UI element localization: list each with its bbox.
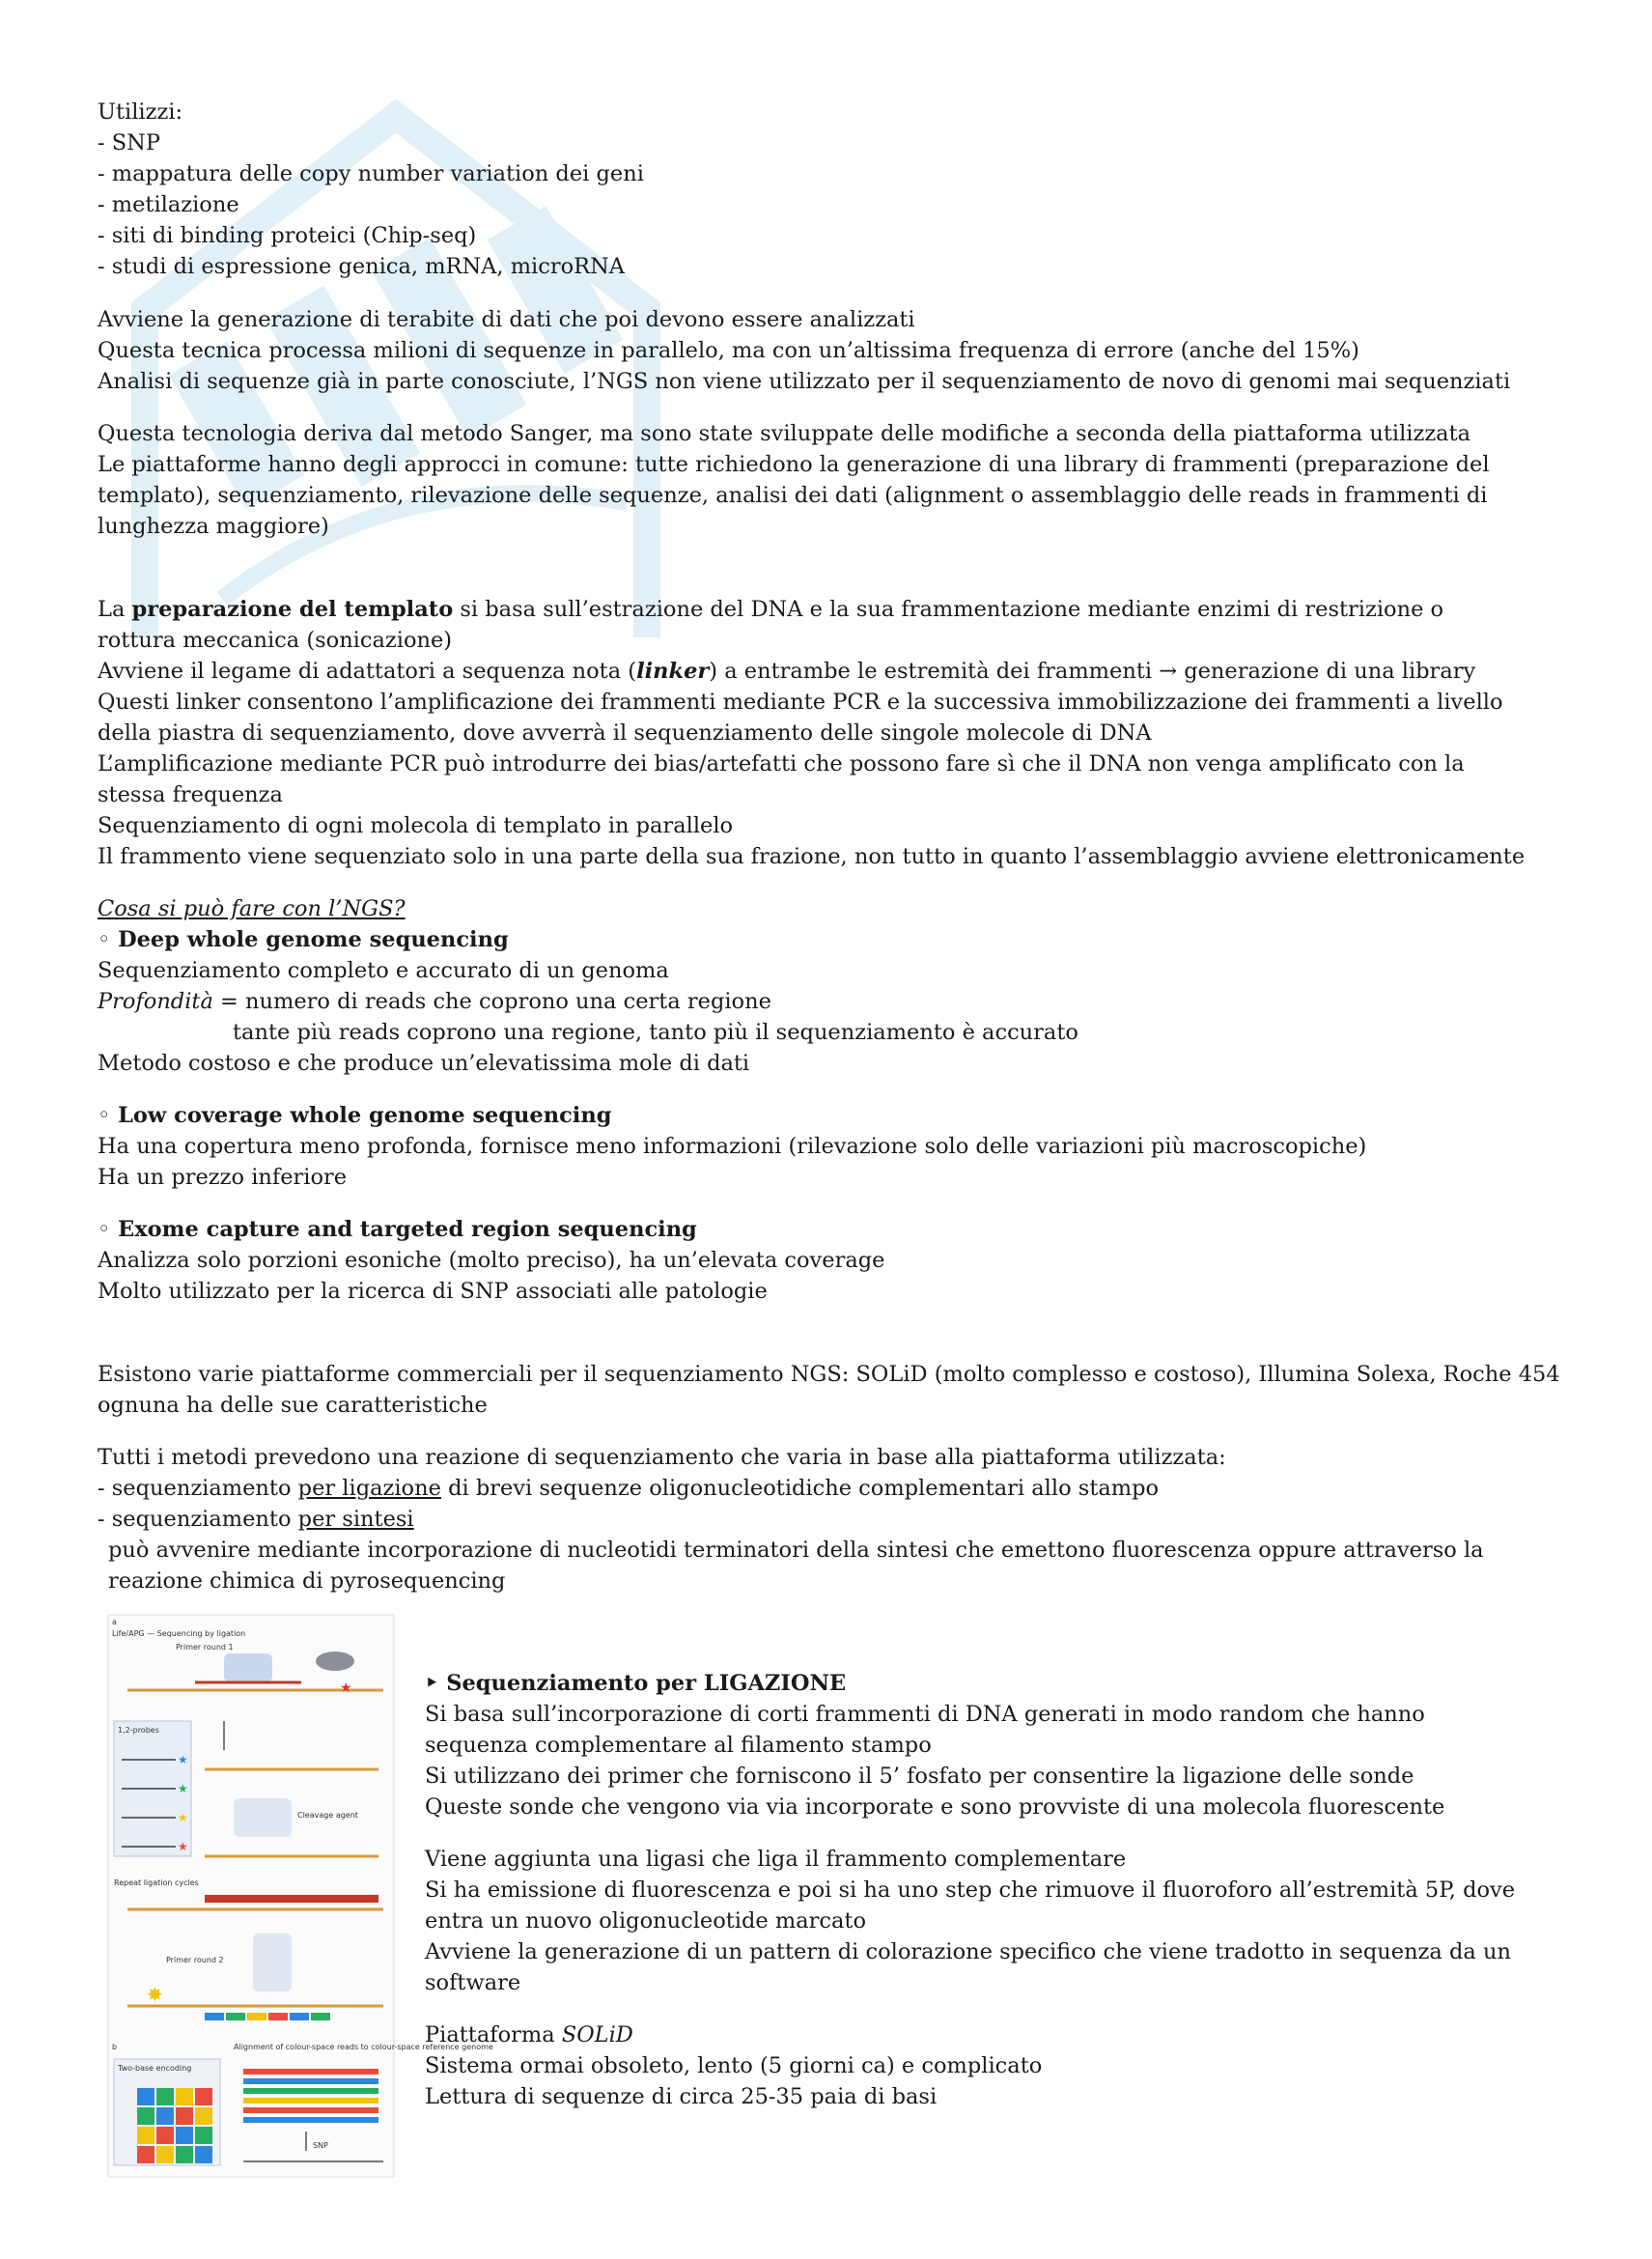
template-keyword: preparazione del templato [131,597,454,622]
low-title: ◦ Low coverage whole genome sequencing [98,1103,612,1128]
exome-title: ◦ Exome capture and targeted region sequencing [98,1217,697,1242]
methods-text: - sequenziamento [98,1507,298,1532]
cleavage-shape [234,1798,292,1837]
star-icon: ★ [178,1811,188,1824]
figure-ligation-cycles: Repeat ligation cycles [114,1878,199,1887]
intro-line: Analisi di sequenze già in parte conosciute, l’NGS non viene utilizzato per il sequenziamento de novo di genomi mai sequenziati [98,369,1511,394]
solid-heading [425,2019,1516,2050]
sanger-line: Questa tecnologia deriva dal metodo Sanger, ma sono state sviluppate delle modifiche a seconda della piattaforma utilizzata [98,421,1471,446]
deep-line: Sequenziamento completo e accurato di un genoma [98,958,669,983]
ligation-title: ‣ Sequenziamento per LIGAZIONE [425,1671,847,1696]
solid-line: Sistema ormai obsoleto, lento (5 giorni ca) e complicato [425,2053,1043,2078]
uses-item: - siti di binding proteici (Chip-seq) [98,223,477,248]
solid-line: Lettura di sequenze di circa 25-35 paia di basi [425,2084,938,2109]
ligation-paragraph: Queste sonde che vengono via via incorporate e sono provviste di una molecola fluorescente [425,1794,1445,1820]
template-paragraph-1 [98,594,1517,656]
polymerase-shape [224,1653,272,1682]
methods-text: di brevi sequenze oligonucleotidiche complementari allo stampo [440,1476,1160,1501]
template-text: Avviene il legame di adattatori a sequenza nota ( [98,659,637,684]
intro-line: Avviene la generazione di terabite di dati che poi devono essere analizzati [98,307,915,332]
low-line: Ha un prezzo inferiore [98,1165,348,1190]
star-icon: ★ [178,1753,188,1766]
ligation-paragraph: Viene aggiunta una ligasi che liga il frammento complementare [425,1847,1127,1872]
star-icon: ✸ [147,1983,163,2006]
synthesis-term: per sintesi [297,1507,414,1532]
ligation-paragraph: Si basa sull’incorporazione di corti frammenti di DNA generati in modo random che hanno sequenza complementare al filamento stampo [425,1702,1425,1758]
methods-synthesis [98,1504,1517,1535]
linker-keyword: linker [636,659,710,684]
sanger-paragraph: Le piattaforme hanno degli approcci in comune: tutte richiedono la generazione di una library di frammenti (preparazione del templato), sequenziamento, rilevazione delle sequenze, analisi dei dati (alignment o assemblaggio delle reads in frammenti di lunghezza maggiore) [98,452,1490,539]
ligation-term: per ligazione [297,1476,441,1501]
exome-line: Molto utilizzato per la ricerca di SNP associati alle patologie [98,1279,768,1304]
ngs-question: Cosa si può fare con l’NGS? [98,896,406,921]
ligation-paragraph: Avviene la generazione di un pattern di colorazione specifico che viene tradotto in sequenza da un software [425,1939,1511,1995]
uses-item: - studi di espressione genica, mRNA, microRNA [98,254,626,279]
ligase-shape [316,1652,354,1671]
uses-item: - mappatura delle copy number variation dei geni [98,161,644,186]
figure-alignment: Alignment of colour-space reads to colour-space reference genome [234,2043,493,2051]
uses-heading: Utilizzi: [98,99,183,125]
deep-title: ◦ Deep whole genome sequencing [98,927,509,952]
figure-cleavage: Cleavage agent [297,1811,358,1820]
figure-primer1: Primer round 1 [176,1643,234,1652]
depth-definition [98,986,1517,1017]
ligation-paragraph: Si utilizzano dei primer che forniscono il 5’ fosfato per consentire la ligazione delle sonde [425,1764,1414,1789]
exome-line: Analizza solo porzioni esoniche (molto preciso), ha un’elevata coverage [98,1248,885,1273]
synthesis-description: può avvenire mediante incorporazione di nucleotidi terminatori della sintesi che emettono fluorescenza oppure attraverso la reazione chimica di pyrosequencing [108,1538,1484,1594]
methods-ligation [98,1473,1517,1504]
solid-name: SOLiD [561,2022,633,2047]
figure-snp: SNP [313,2141,328,2150]
solid-text: Piattaforma [425,2022,562,2047]
platforms-line: Esistono varie piattaforme commerciali per il sequenziamento NGS: SOLiD (molto complesso e costoso), Illumina Solexa, Roche 454 [98,1362,1560,1387]
methods-text: - sequenziamento [98,1476,298,1501]
depth-term: Profondità [98,989,213,1014]
depth-note: tante più reads coprono una regione, tanto più il sequenziamento è accurato [233,1020,1078,1045]
platforms-line: ognuna ha delle sue caratteristiche [98,1393,488,1418]
template-text: si basa sull’estrazione del DNA e la sua frammentazione mediante enzimi di restrizione o rottura meccanica (sonicazione) [98,597,1444,653]
methods-intro: Tutti i metodi prevedono una reazione di sequenziamento che varia in base alla piattaforma utilizzata: [98,1445,1226,1470]
template-text: La [98,597,132,622]
ligation-figure [108,1615,493,2177]
low-line: Ha una copertura meno profonda, fornisce meno informazioni (rilevazione solo delle variazioni più macroscopiche) [98,1134,1367,1159]
template-text: ) a entrambe le estremità dei frammenti → generazione di una library [709,659,1476,684]
figure-primer2: Primer round 2 [166,1956,224,1964]
uses-item: - SNP [98,130,160,155]
ligation-paragraph: Si ha emissione di fluorescenza e poi si ha uno step che rimuove il fluoroforo all’estremità 5P, dove entra un nuovo oligonucleotide marcato [425,1878,1516,1934]
uses-item: - metilazione [98,192,239,217]
figure-probes: 1,2-probes [118,1726,159,1735]
intro-line: Questa tecnica processa milioni di sequenze in parallelo, ma con un’altissima frequenza di errore (anche del 15%) [98,338,1359,363]
figure-label-a: a [112,1618,117,1626]
figure-label-b: b [112,2043,118,2051]
deep-line: Metodo costoso e che produce un’elevatissima mole di dati [98,1051,750,1076]
star-icon: ★ [340,1680,352,1696]
figure-title: Life/APG — Sequencing by ligation [112,1629,246,1638]
template-paragraph-6: Il frammento viene sequenziato solo in una parte della sua frazione, non tutto in quanto l’assemblaggio avviene elettronicamente [98,844,1526,869]
polymerase-shape [253,1934,292,1991]
template-paragraph-5: Sequenziamento di ogni molecola di templato in parallelo [98,813,734,838]
star-icon: ★ [178,1840,188,1853]
figure-encoding: Two-base encoding [118,2064,192,2073]
star-icon: ★ [178,1782,188,1795]
template-paragraph-3: Questi linker consentono l’amplificazione dei frammenti mediante PCR e la successiva immobilizzazione dei frammenti a livello della piastra di sequenziamento, dove avverrà il sequenziamento delle singole molecole di DNA [98,690,1503,746]
template-paragraph-2 [98,656,1517,687]
template-paragraph-4: L’amplificazione mediante PCR può introdurre dei bias/artefatti che possono fare sì che il DNA non venga amplificato con la stessa frequenza [98,751,1465,807]
depth-def: = numero di reads che coprono una certa regione [212,989,771,1014]
